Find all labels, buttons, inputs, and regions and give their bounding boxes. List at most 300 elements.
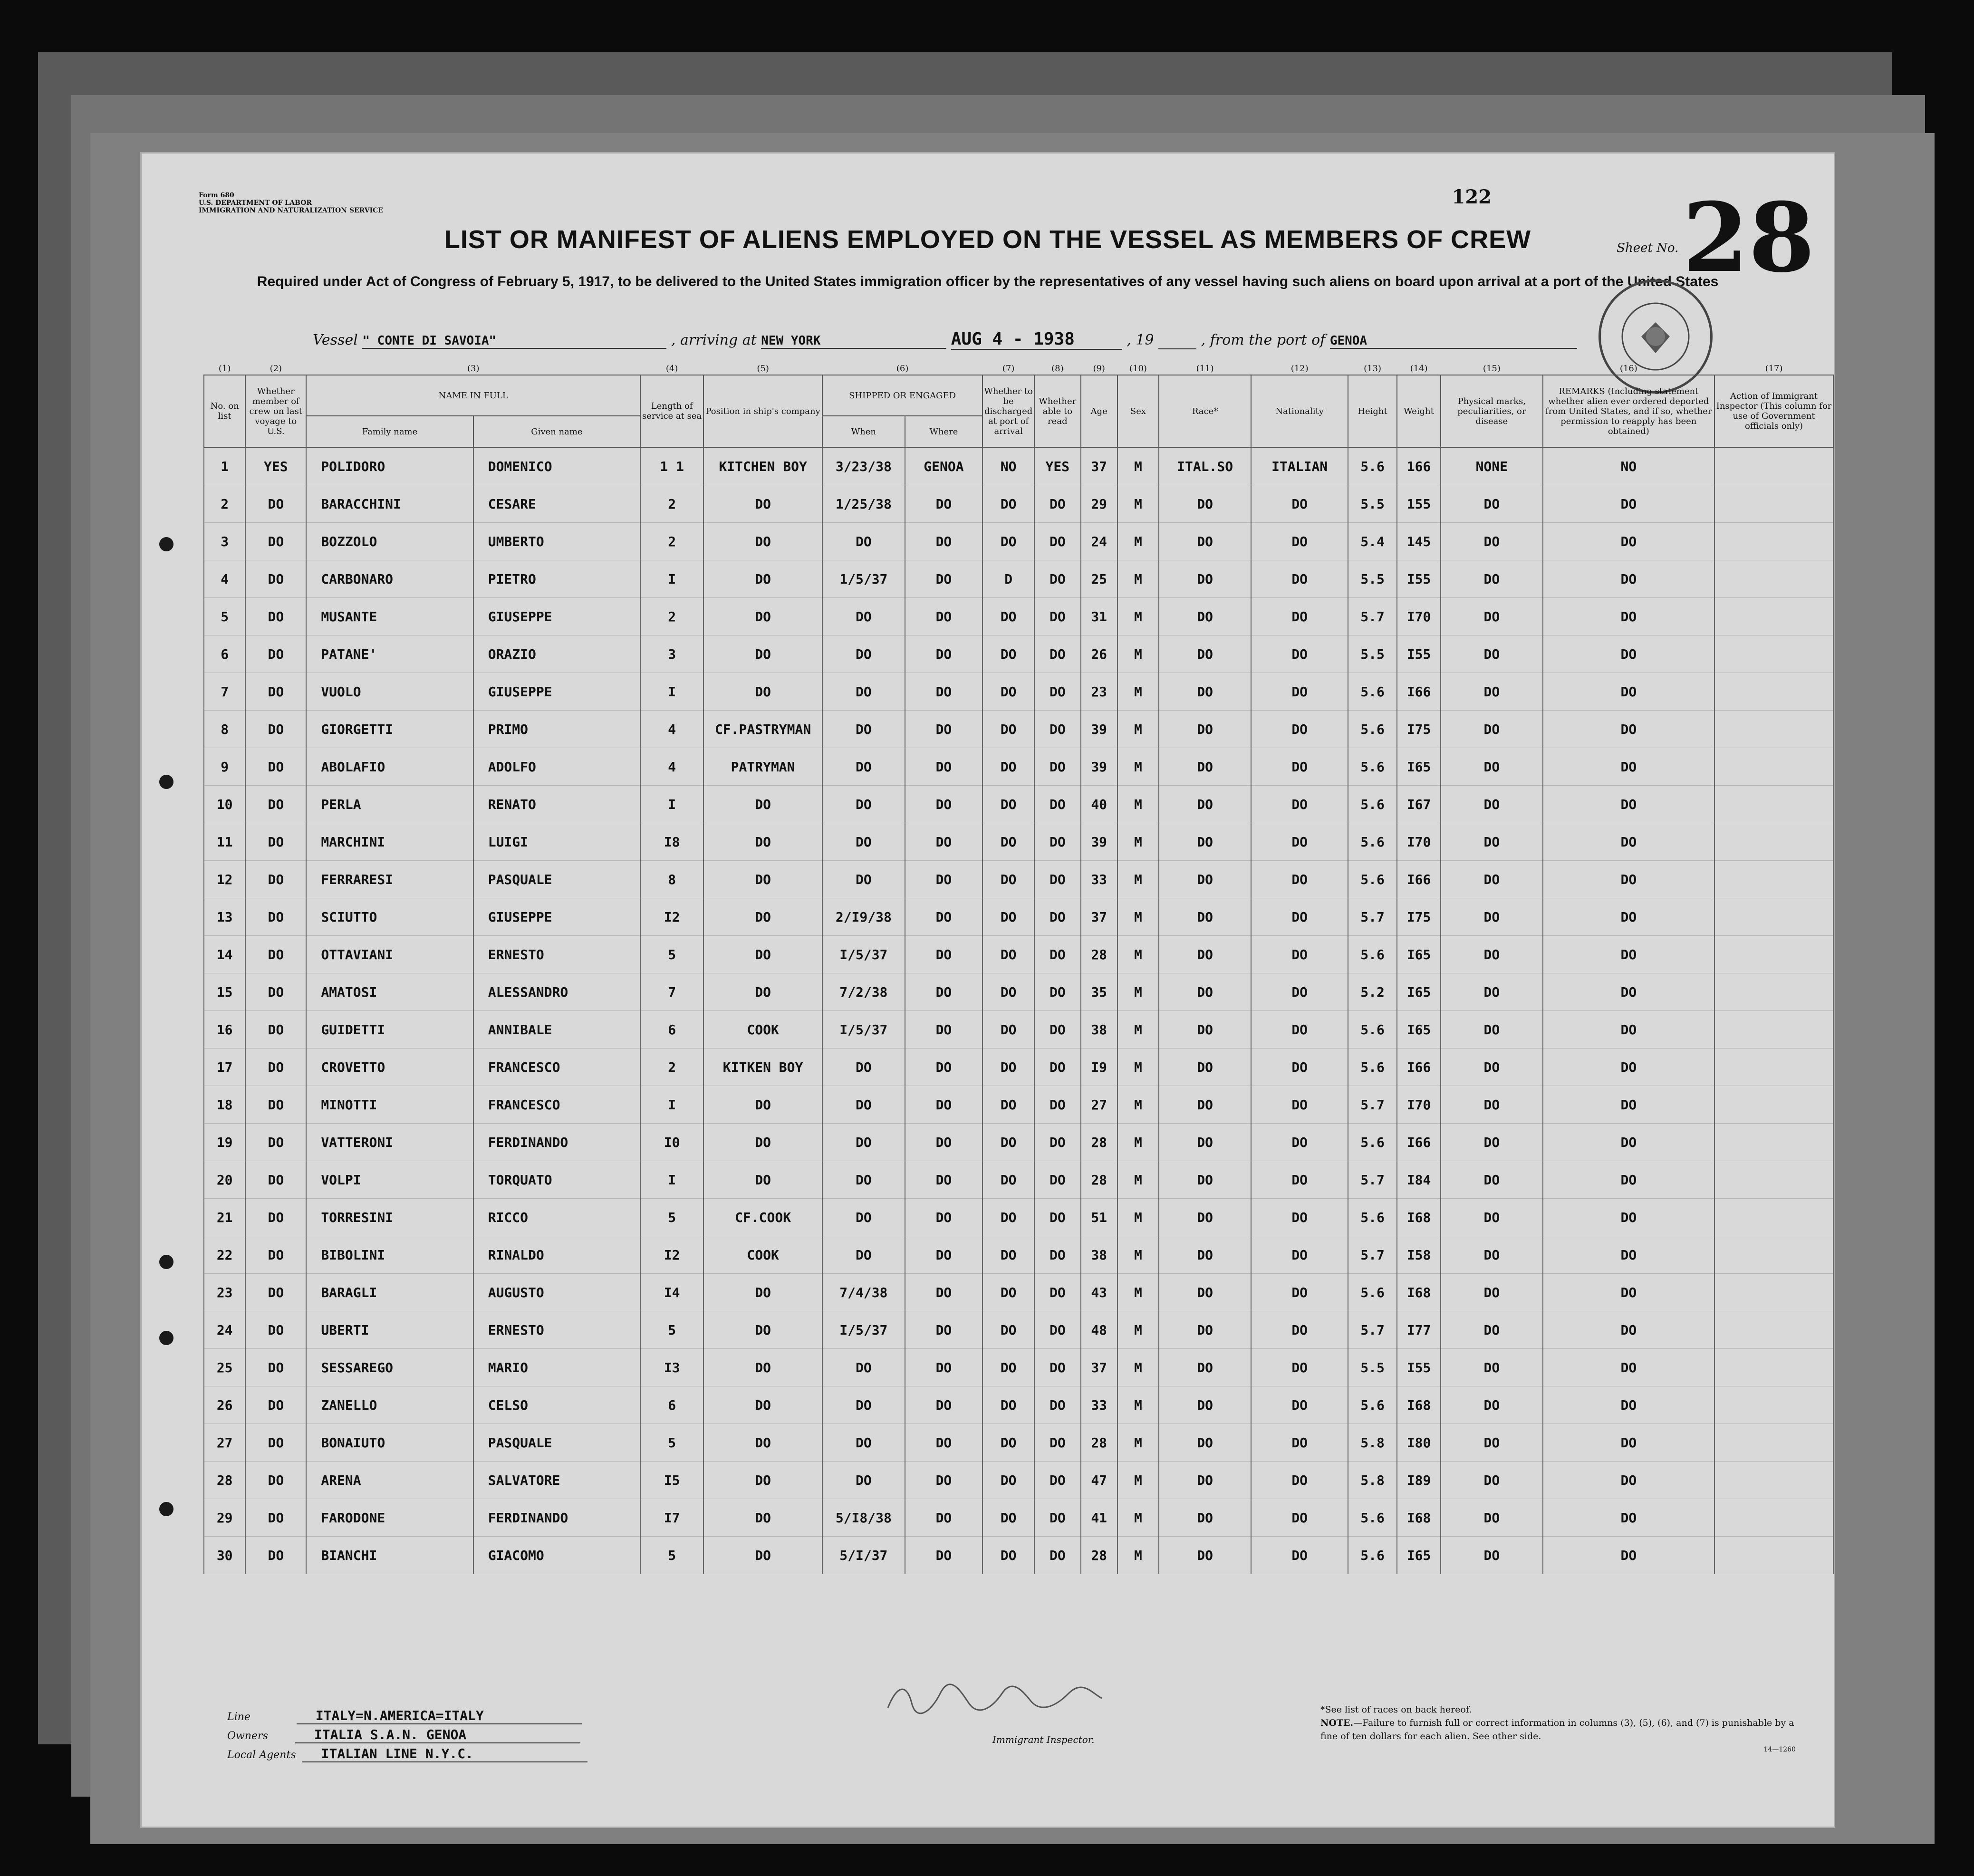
family-name: OTTAVIANI: [306, 936, 473, 973]
length-of-service: I: [640, 673, 703, 711]
header-race: Race*: [1159, 375, 1251, 447]
nationality: DO: [1251, 1124, 1348, 1161]
shipped-where: GENOA: [905, 447, 983, 485]
physical-marks: DO: [1441, 635, 1542, 673]
column-number: (13): [1364, 364, 1382, 374]
position: DO: [703, 1274, 822, 1311]
shipped-where: DO: [905, 861, 983, 898]
inspector-action: [1714, 1199, 1833, 1236]
position: DO: [703, 823, 822, 861]
inspector-action: [1714, 973, 1833, 1011]
discharged: D: [982, 560, 1034, 598]
table-row: [204, 1537, 1833, 1574]
crew-last-voyage: DO: [245, 1011, 306, 1049]
nationality: DO: [1251, 861, 1348, 898]
table-row: [204, 485, 1833, 523]
given-name: AUGUSTO: [473, 1274, 640, 1311]
discharged: DO: [982, 1462, 1034, 1499]
position: DO: [703, 1124, 822, 1161]
height: 5.6: [1348, 1386, 1397, 1424]
header-position: Position in ship's company: [703, 375, 822, 447]
header-shipped: SHIPPED OR ENGAGED: [822, 375, 982, 416]
remarks: DO: [1543, 1086, 1715, 1124]
age: 29: [1081, 485, 1117, 523]
family-name: FARODONE: [306, 1499, 473, 1537]
table-row: [204, 1236, 1833, 1274]
shipped-where: DO: [905, 598, 983, 635]
inspector-action: [1714, 673, 1833, 711]
footer-block: [227, 1708, 587, 1765]
position: DO: [703, 523, 822, 560]
discharged: DO: [982, 973, 1034, 1011]
length-of-service: I0: [640, 1124, 703, 1161]
physical-marks: DO: [1441, 748, 1542, 786]
physical-marks: DO: [1441, 1086, 1542, 1124]
age: 39: [1081, 748, 1117, 786]
header-sex: Sex: [1117, 375, 1159, 447]
sheet-label: Sheet No.: [1617, 241, 1679, 255]
nationality: DO: [1251, 1199, 1348, 1236]
race: DO: [1159, 560, 1251, 598]
line-value: ITALY=N.AMERICA=ITALY: [297, 1708, 582, 1724]
header-family-name: Family name: [306, 416, 473, 447]
inspector-action: [1714, 1236, 1833, 1274]
sex: M: [1117, 748, 1159, 786]
shipped-when: DO: [822, 1049, 905, 1086]
arrival-date: AUG 4 - 1938: [951, 329, 1122, 350]
family-name: ZANELLO: [306, 1386, 473, 1424]
weight: I55: [1397, 1349, 1441, 1386]
age: 35: [1081, 973, 1117, 1011]
height: 5.5: [1348, 635, 1397, 673]
row-number: 6: [204, 635, 245, 673]
race: DO: [1159, 1236, 1251, 1274]
race: ITAL.SO: [1159, 447, 1251, 485]
document-title: LIST OR MANIFEST OF ALIENS EMPLOYED ON THE VESSEL AS MEMBERS OF CREW: [444, 225, 1531, 254]
physical-marks: DO: [1441, 1274, 1542, 1311]
weight: I65: [1397, 973, 1441, 1011]
physical-marks: DO: [1441, 485, 1542, 523]
height: 5.6: [1348, 1499, 1397, 1537]
discharged: DO: [982, 485, 1034, 523]
weight: I70: [1397, 1086, 1441, 1124]
sex: M: [1117, 560, 1159, 598]
discharged: DO: [982, 786, 1034, 823]
crew-last-voyage: DO: [245, 485, 306, 523]
agents-value: ITALIAN LINE N.Y.C.: [302, 1746, 587, 1762]
family-name: BIBOLINI: [306, 1236, 473, 1274]
remarks: DO: [1543, 786, 1715, 823]
row-number: 19: [204, 1124, 245, 1161]
inspector-label: Immigrant Inspector.: [992, 1734, 1095, 1745]
length-of-service: 5: [640, 936, 703, 973]
punch-hole: [159, 537, 173, 551]
given-name: PASQUALE: [473, 861, 640, 898]
height: 5.7: [1348, 898, 1397, 936]
family-name: PATANE': [306, 635, 473, 673]
height: 5.7: [1348, 1236, 1397, 1274]
race: DO: [1159, 1386, 1251, 1424]
crew-last-voyage: DO: [245, 936, 306, 973]
discharged: DO: [982, 1236, 1034, 1274]
shipped-where: DO: [905, 635, 983, 673]
position: DO: [703, 1537, 822, 1574]
family-name: VUOLO: [306, 673, 473, 711]
row-number: 27: [204, 1424, 245, 1462]
able-to-read: DO: [1034, 748, 1081, 786]
header-name: NAME IN FULL: [306, 375, 640, 416]
given-name: TORQUATO: [473, 1161, 640, 1199]
row-number: 3: [204, 523, 245, 560]
crew-last-voyage: DO: [245, 1386, 306, 1424]
remarks: DO: [1543, 898, 1715, 936]
weight: I68: [1397, 1386, 1441, 1424]
inspector-action: [1714, 1499, 1833, 1537]
position: COOK: [703, 1011, 822, 1049]
able-to-read: DO: [1034, 635, 1081, 673]
table-row: [204, 1311, 1833, 1349]
table-row: [204, 560, 1833, 598]
nationality: DO: [1251, 1537, 1348, 1574]
able-to-read: YES: [1034, 447, 1081, 485]
remarks: DO: [1543, 1499, 1715, 1537]
sex: M: [1117, 1424, 1159, 1462]
age: 31: [1081, 598, 1117, 635]
able-to-read: DO: [1034, 1086, 1081, 1124]
weight: I68: [1397, 1199, 1441, 1236]
shipped-where: DO: [905, 711, 983, 748]
able-to-read: DO: [1034, 1124, 1081, 1161]
race: DO: [1159, 598, 1251, 635]
shipped-when: DO: [822, 1349, 905, 1386]
weight: I55: [1397, 560, 1441, 598]
document-subtitle: Required under Act of Congress of February 5, 1917, to be delivered to the United States immigration officer by the representatives of any vessel having such aliens on board upon arrival at a port of the United States: [257, 274, 1719, 289]
discharged: DO: [982, 1424, 1034, 1462]
able-to-read: DO: [1034, 1386, 1081, 1424]
height: 5.6: [1348, 447, 1397, 485]
position: KITKEN BOY: [703, 1049, 822, 1086]
table-row: [204, 1349, 1833, 1386]
shipped-when: I/5/37: [822, 1011, 905, 1049]
row-number: 13: [204, 898, 245, 936]
weight: I65: [1397, 1537, 1441, 1574]
nationality: DO: [1251, 936, 1348, 973]
sex: M: [1117, 1124, 1159, 1161]
inspector-action: [1714, 523, 1833, 560]
discharged: DO: [982, 1537, 1034, 1574]
discharged: DO: [982, 1274, 1034, 1311]
nationality: DO: [1251, 1011, 1348, 1049]
row-number: 18: [204, 1086, 245, 1124]
length-of-service: 6: [640, 1011, 703, 1049]
arriving-label: , arriving at: [671, 332, 757, 348]
height: 5.7: [1348, 1086, 1397, 1124]
shipped-when: DO: [822, 1086, 905, 1124]
able-to-read: DO: [1034, 1161, 1081, 1199]
given-name: RINALDO: [473, 1236, 640, 1274]
crew-last-voyage: DO: [245, 1537, 306, 1574]
nationality: DO: [1251, 673, 1348, 711]
crew-last-voyage: DO: [245, 1236, 306, 1274]
table-row: [204, 1124, 1833, 1161]
year-label: , 19: [1127, 332, 1154, 348]
age: 43: [1081, 1274, 1117, 1311]
inspector-action: [1714, 786, 1833, 823]
sex: M: [1117, 1161, 1159, 1199]
shipped-when: I/5/37: [822, 1311, 905, 1349]
remarks: DO: [1543, 1049, 1715, 1086]
shipped-where: DO: [905, 1086, 983, 1124]
discharged: DO: [982, 1349, 1034, 1386]
row-number: 26: [204, 1386, 245, 1424]
inspector-action: [1714, 485, 1833, 523]
row-number: 20: [204, 1161, 245, 1199]
weight: I65: [1397, 936, 1441, 973]
shipped-when: DO: [822, 1161, 905, 1199]
position: DO: [703, 898, 822, 936]
length-of-service: 5: [640, 1199, 703, 1236]
discharged: DO: [982, 673, 1034, 711]
crew-last-voyage: DO: [245, 598, 306, 635]
given-name: GIUSEPPE: [473, 598, 640, 635]
shipped-where: DO: [905, 1049, 983, 1086]
shipped-when: 5/I8/38: [822, 1499, 905, 1537]
physical-marks: DO: [1441, 1161, 1542, 1199]
inspector-action: [1714, 1462, 1833, 1499]
position: DO: [703, 560, 822, 598]
position: COOK: [703, 1236, 822, 1274]
weight: I89: [1397, 1462, 1441, 1499]
shipped-where: DO: [905, 1124, 983, 1161]
length-of-service: I: [640, 1161, 703, 1199]
crew-last-voyage: DO: [245, 973, 306, 1011]
remarks: DO: [1543, 1011, 1715, 1049]
table-row: [204, 1086, 1833, 1124]
discharged: DO: [982, 1499, 1034, 1537]
race: DO: [1159, 711, 1251, 748]
column-number: (15): [1483, 364, 1501, 374]
position: DO: [703, 1311, 822, 1349]
shipped-where: DO: [905, 673, 983, 711]
inspector-action: [1714, 1086, 1833, 1124]
column-number: (17): [1765, 364, 1783, 374]
position: DO: [703, 673, 822, 711]
weight: I84: [1397, 1161, 1441, 1199]
shipped-where: DO: [905, 1011, 983, 1049]
nationality: DO: [1251, 898, 1348, 936]
sex: M: [1117, 1199, 1159, 1236]
shipped-where: DO: [905, 936, 983, 973]
race: DO: [1159, 1311, 1251, 1349]
length-of-service: I5: [640, 1462, 703, 1499]
family-name: SCIUTTO: [306, 898, 473, 936]
table-row: [204, 936, 1833, 973]
row-number: 22: [204, 1236, 245, 1274]
note-label: NOTE.: [1320, 1718, 1354, 1728]
nationality: DO: [1251, 598, 1348, 635]
column-number: (6): [896, 364, 909, 374]
given-name: CESARE: [473, 485, 640, 523]
family-name: SESSAREGO: [306, 1349, 473, 1386]
from-label: , from the port of: [1201, 332, 1326, 348]
age: 33: [1081, 1386, 1117, 1424]
family-name: BIANCHI: [306, 1537, 473, 1574]
position: DO: [703, 1424, 822, 1462]
height: 5.7: [1348, 1161, 1397, 1199]
column-number: (3): [467, 364, 480, 374]
length-of-service: 5: [640, 1424, 703, 1462]
given-name: PIETRO: [473, 560, 640, 598]
able-to-read: DO: [1034, 898, 1081, 936]
physical-marks: NONE: [1441, 447, 1542, 485]
physical-marks: DO: [1441, 1311, 1542, 1349]
inspector-action: [1714, 1349, 1833, 1386]
race: DO: [1159, 635, 1251, 673]
table-row: [204, 861, 1833, 898]
height: 5.6: [1348, 823, 1397, 861]
position: DO: [703, 1086, 822, 1124]
shipped-when: DO: [822, 673, 905, 711]
discharged: DO: [982, 1124, 1034, 1161]
shipped-where: DO: [905, 898, 983, 936]
able-to-read: DO: [1034, 1199, 1081, 1236]
length-of-service: I2: [640, 898, 703, 936]
header-height: Height: [1348, 375, 1397, 447]
discharged: DO: [982, 748, 1034, 786]
column-number: (12): [1290, 364, 1309, 374]
discharged: DO: [982, 861, 1034, 898]
shipped-where: DO: [905, 973, 983, 1011]
family-name: MINOTTI: [306, 1086, 473, 1124]
remarks: DO: [1543, 1386, 1715, 1424]
given-name: SALVATORE: [473, 1462, 640, 1499]
race: DO: [1159, 1049, 1251, 1086]
nationality: DO: [1251, 1349, 1348, 1386]
length-of-service: 2: [640, 1049, 703, 1086]
row-number: 21: [204, 1199, 245, 1236]
given-name: GIACOMO: [473, 1537, 640, 1574]
shipped-where: DO: [905, 1499, 983, 1537]
age: 26: [1081, 635, 1117, 673]
family-name: ABOLAFIO: [306, 748, 473, 786]
table-row: [204, 1274, 1833, 1311]
table-row: [204, 635, 1833, 673]
able-to-read: DO: [1034, 1311, 1081, 1349]
crew-last-voyage: DO: [245, 560, 306, 598]
height: 5.5: [1348, 1349, 1397, 1386]
shipped-where: DO: [905, 786, 983, 823]
crew-last-voyage: DO: [245, 1161, 306, 1199]
weight: I70: [1397, 823, 1441, 861]
physical-marks: DO: [1441, 1349, 1542, 1386]
shipped-when: DO: [822, 1424, 905, 1462]
age: 28: [1081, 1161, 1117, 1199]
column-number: (1): [218, 364, 231, 374]
family-name: TORRESINI: [306, 1199, 473, 1236]
print-code: 14—1260: [1763, 1746, 1796, 1753]
shipped-when: DO: [822, 635, 905, 673]
nationality: DO: [1251, 1311, 1348, 1349]
header-discharged: Whether to be discharged at port of arrival: [982, 375, 1034, 447]
weight: 166: [1397, 447, 1441, 485]
weight: 155: [1397, 485, 1441, 523]
inspector-action: [1714, 560, 1833, 598]
shipped-where: DO: [905, 523, 983, 560]
shipped-when: DO: [822, 1124, 905, 1161]
row-number: 11: [204, 823, 245, 861]
physical-marks: DO: [1441, 973, 1542, 1011]
table-row: [204, 1462, 1833, 1499]
crew-last-voyage: DO: [245, 1499, 306, 1537]
crew-last-voyage: DO: [245, 673, 306, 711]
shipped-when: DO: [822, 711, 905, 748]
sex: M: [1117, 786, 1159, 823]
position: DO: [703, 1386, 822, 1424]
shipped-where: DO: [905, 823, 983, 861]
owners-value: ITALIA S.A.N. GENOA: [295, 1727, 580, 1743]
punch-hole: [159, 1255, 173, 1269]
family-name: MUSANTE: [306, 598, 473, 635]
nationality: DO: [1251, 560, 1348, 598]
column-number: (9): [1093, 364, 1105, 374]
remarks: DO: [1543, 1161, 1715, 1199]
shipped-where: DO: [905, 748, 983, 786]
nationality: DO: [1251, 1462, 1348, 1499]
header-where: Where: [905, 416, 983, 447]
length-of-service: 2: [640, 523, 703, 560]
height: 5.8: [1348, 1424, 1397, 1462]
remarks: NO: [1543, 447, 1715, 485]
header-weight: Weight: [1397, 375, 1441, 447]
crew-last-voyage: DO: [245, 1199, 306, 1236]
remarks: DO: [1543, 673, 1715, 711]
remarks: DO: [1543, 1349, 1715, 1386]
weight: I65: [1397, 1011, 1441, 1049]
family-name: BOZZOLO: [306, 523, 473, 560]
physical-marks: DO: [1441, 523, 1542, 560]
length-of-service: I8: [640, 823, 703, 861]
remarks: DO: [1543, 1199, 1715, 1236]
row-number: 23: [204, 1274, 245, 1311]
shipped-where: DO: [905, 485, 983, 523]
position: DO: [703, 1349, 822, 1386]
sex: M: [1117, 1011, 1159, 1049]
race: DO: [1159, 936, 1251, 973]
remarks: DO: [1543, 711, 1715, 748]
length-of-service: 7: [640, 973, 703, 1011]
race: DO: [1159, 1086, 1251, 1124]
header-action: Action of Immigrant Inspector (This column for use of Government officials only): [1714, 375, 1833, 447]
row-number: 8: [204, 711, 245, 748]
family-name: BONAIUTO: [306, 1424, 473, 1462]
shipped-when: DO: [822, 823, 905, 861]
crew-last-voyage: DO: [245, 748, 306, 786]
family-name: CROVETTO: [306, 1049, 473, 1086]
row-number: 2: [204, 485, 245, 523]
remarks: DO: [1543, 1462, 1715, 1499]
physical-marks: DO: [1441, 936, 1542, 973]
column-numbers-row: [204, 363, 1833, 375]
column-number: (5): [757, 364, 769, 374]
row-number: 1: [204, 447, 245, 485]
age: 39: [1081, 823, 1117, 861]
race: DO: [1159, 898, 1251, 936]
column-number: (11): [1196, 364, 1214, 374]
shipped-where: DO: [905, 1462, 983, 1499]
able-to-read: DO: [1034, 861, 1081, 898]
age: 25: [1081, 560, 1117, 598]
sex: M: [1117, 523, 1159, 560]
